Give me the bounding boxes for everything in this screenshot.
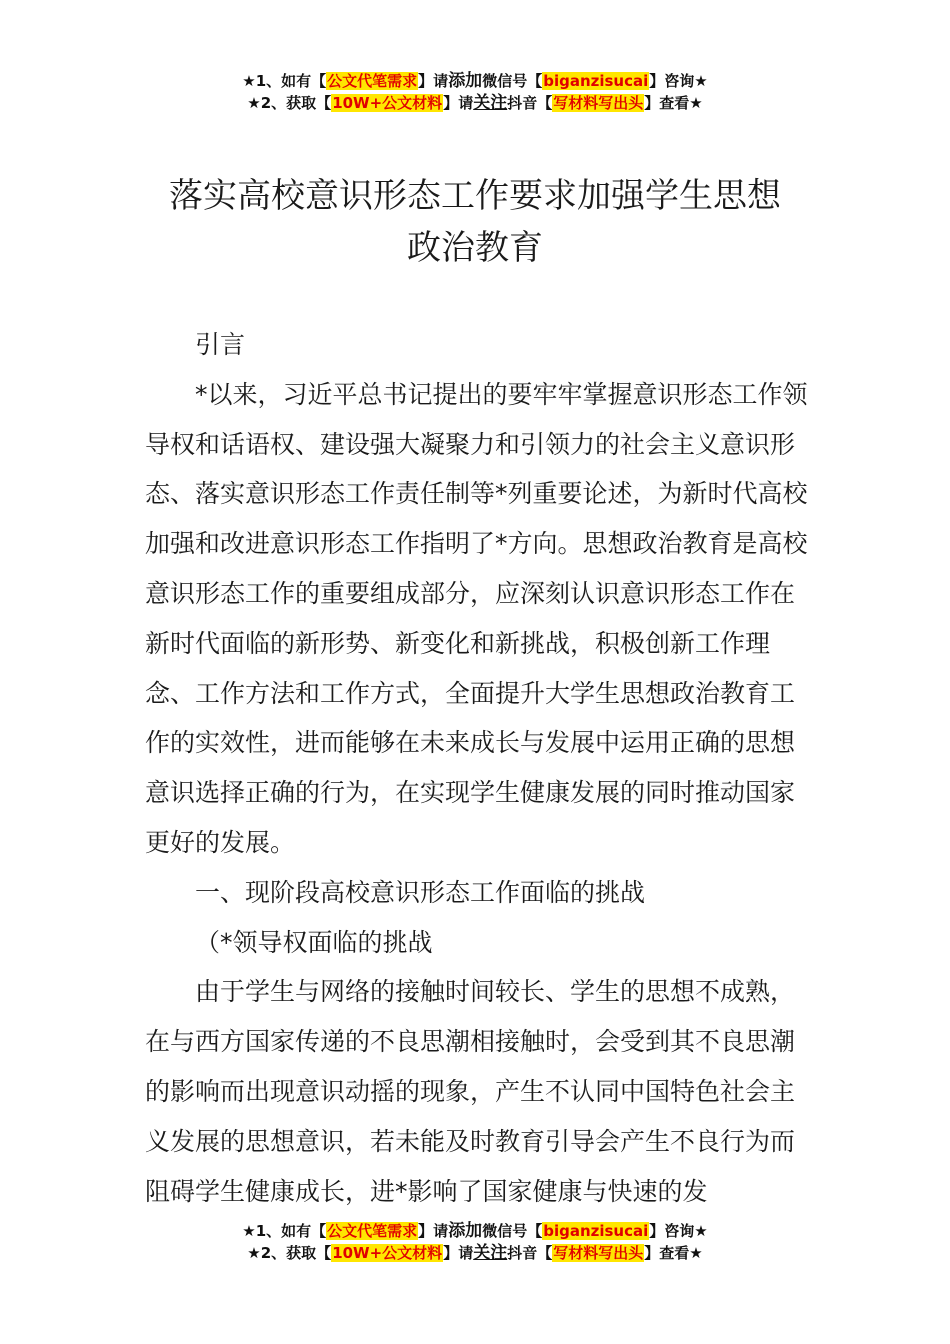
footer-promo-banner xyxy=(0,1220,950,1264)
body-paragraph: *以来，习近平总书记提出的要牢牢掌握意识形态工作领导权和话语权、建设强大凝聚力和引领力的社会主义意识形态、落实意识形态工作责任制等*列重要论述，为新时代高校加强和改进意识形态工作指明了*方向。思想政治教育是高校意识形态工作的重要组成部分，应深刻认识意识形态工作在新时代面临的新形势、新变化和新挑战，积极创新工作理念、工作方法和工作方式，全面提升大学生思想政治教育工作的实效性，进而能够在未来成长与发展中运用正确的思想意识选择正确的行为，在实现学生健康发展的同时推动国家更好的发展。 xyxy=(145,379,808,857)
body-paragraph: 由于学生与网络的接触时间较长、学生的思想不成熟，在与西方国家传递的不良思潮相接触时，会受到其不良思潮的影响而出现意识动摇的现象，产生不认同中国特色社会主义发展的思想意识，若未能及时教育引导会产生不良行为而阻碍学生健康成长，进*影响了国家健康与快速的发 xyxy=(145,977,796,1206)
title-line-2: 政治教育 xyxy=(407,228,543,268)
promo-text: ★1、如有【 xyxy=(242,72,327,90)
promo-text: 】查看★ xyxy=(644,94,703,112)
promo-highlight: biganzisucai xyxy=(543,1222,649,1240)
promo-highlight: 公文代笔需求 xyxy=(327,72,418,90)
promo-highlight: 写材料写出头 xyxy=(553,1244,644,1262)
promo-text: ★2、获取【 xyxy=(247,1244,332,1262)
promo-text: ★2、获取【 xyxy=(247,94,332,112)
promo-emphasis: 关注 xyxy=(473,93,508,113)
promo-highlight: 10W+公文材料 xyxy=(332,94,443,112)
promo-text: 】咨询★ xyxy=(649,72,708,90)
promo-text: 】请 xyxy=(418,72,449,90)
header-promo-banner xyxy=(0,70,950,114)
promo-emphasis: 添加 xyxy=(448,1221,483,1241)
promo-text: 】请 xyxy=(443,1244,474,1262)
promo-emphasis: 关注 xyxy=(473,1243,508,1263)
promo-highlight: 写材料写出头 xyxy=(553,94,644,112)
promo-highlight: 公文代笔需求 xyxy=(327,1222,418,1240)
section-heading: 一、现阶段高校意识形态工作面临的挑战 xyxy=(195,877,646,907)
promo-text: 抖音【 xyxy=(507,94,553,112)
promo-line-2 xyxy=(0,92,950,114)
promo-emphasis: 添加 xyxy=(448,71,483,91)
promo-line-1 xyxy=(0,70,950,92)
title-line-1: 落实高校意识形态工作要求加强学生思想 xyxy=(169,176,781,216)
promo-line-1 xyxy=(0,1220,950,1242)
section-heading-intro: 引言 xyxy=(195,330,246,359)
subsection-heading: （*领导权面临的挑战 xyxy=(195,927,433,957)
promo-text: 微信号【 xyxy=(482,72,543,90)
promo-highlight: 10W+公文材料 xyxy=(332,1244,443,1262)
promo-text: 微信号【 xyxy=(482,1222,543,1240)
promo-text: 】咨询★ xyxy=(649,1222,708,1240)
promo-highlight: biganzisucai xyxy=(543,72,649,90)
document-body xyxy=(145,320,810,1216)
promo-text: ★1、如有【 xyxy=(242,1222,327,1240)
document-title xyxy=(145,170,805,274)
promo-line-2 xyxy=(0,1242,950,1264)
promo-text: 抖音【 xyxy=(507,1244,553,1262)
promo-text: 】请 xyxy=(443,94,474,112)
promo-text: 】查看★ xyxy=(644,1244,703,1262)
promo-text: 】请 xyxy=(418,1222,449,1240)
